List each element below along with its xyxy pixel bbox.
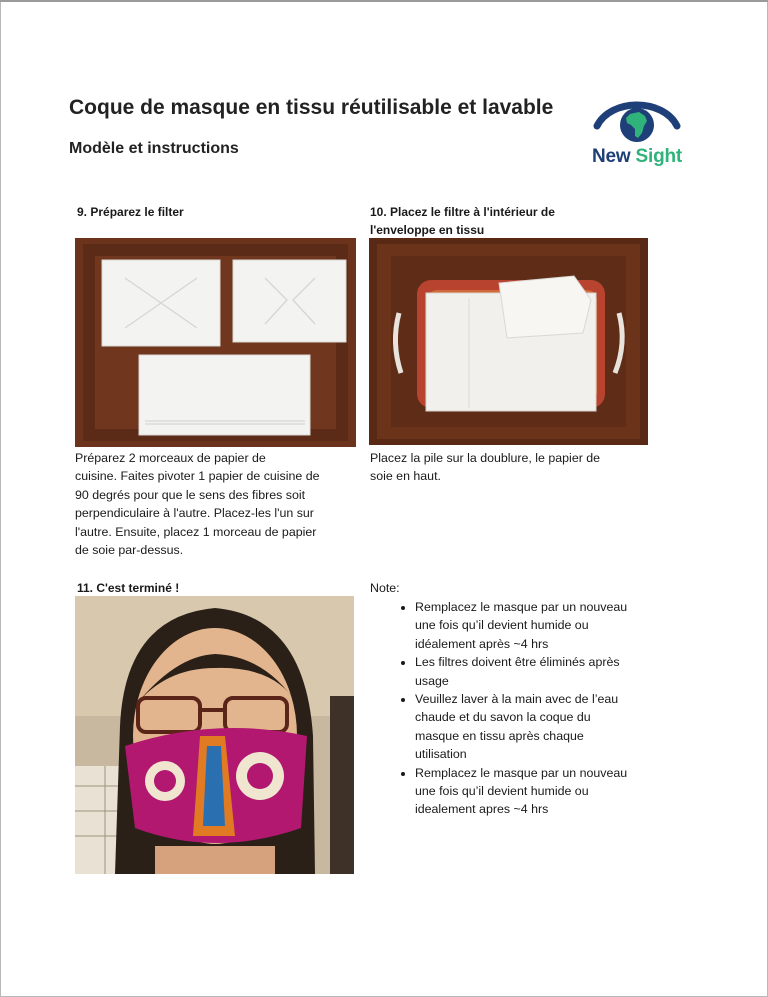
top-border: [0, 0, 768, 2]
step-11-heading: 11. C'est terminé !: [77, 581, 180, 595]
step-9-line: de soie par-dessus.: [75, 543, 184, 558]
notes-list: [388, 598, 685, 819]
note-line: idealement apres ~4 hrs: [415, 802, 549, 817]
note-line: • Veuillez laver à la main avec de l’eau: [415, 692, 619, 707]
document-title: Coque de masque en tissu réutilisable et lavable: [69, 96, 554, 119]
step-10-line: soie en haut.: [370, 469, 441, 484]
note-line: • Remplacez le masque par un nouveau: [415, 765, 628, 780]
note-line: usage: [415, 673, 449, 688]
logo-word-new: New: [591, 146, 631, 167]
step-9-heading: 9. Préparez le filter: [77, 205, 184, 219]
logo-word-sight: Sight: [635, 146, 683, 167]
note-line: idéalement après ~4 hrs: [415, 636, 549, 651]
step-10-heading-line: l'enveloppe en tissu: [370, 223, 485, 237]
step-9-line: Préparez 2 morceaux de papier de: [75, 451, 266, 465]
step-9-line: perpendiculaire à l'autre. Placez-les l'un sur: [75, 506, 314, 521]
step-10-photo-filter-in-shell: [369, 238, 648, 445]
step-11-photo-wearing-mask: [75, 596, 354, 874]
step-10-line: Placez la pile sur la doublure, le papier de: [370, 451, 601, 465]
notes-label: Note:: [370, 581, 400, 595]
note-item: [415, 690, 685, 764]
step-9-line: l'autre. Ensuite, placez 1 morceau de papier: [75, 524, 317, 539]
step-10-heading: [370, 203, 555, 239]
step-10-heading-line: 10. Placez le filtre à l'intérieur de: [370, 205, 555, 219]
note-line: • Les filtres doivent être éliminés après: [415, 655, 620, 670]
logo-wordmark: [585, 146, 689, 168]
eye-africa-icon: [585, 92, 689, 148]
note-line: utilisation: [415, 747, 467, 762]
step-10-description: [370, 449, 655, 486]
step-9-description: [75, 449, 360, 559]
new-sight-logo: [585, 92, 689, 172]
note-line: une fois qu’il devient humide ou: [415, 784, 589, 799]
note-line: masque en tissu après chaque: [415, 728, 584, 743]
note-item: [415, 598, 685, 653]
step-9-line: 90 degrés pour que le sens des fibres soit: [75, 487, 306, 502]
step-9-line: cuisine. Faites pivoter 1 papier de cuisine de: [75, 469, 320, 484]
note-item: [415, 653, 685, 690]
note-item: [415, 764, 685, 819]
document-subtitle: Modèle et instructions: [69, 140, 239, 157]
note-line: chaude et du savon la coque du: [415, 710, 591, 725]
note-line: une fois qu’il devient humide ou: [415, 618, 589, 633]
note-line: • Remplacez le masque par un nouveau: [415, 600, 628, 614]
step-9-photo-paper-towels: [75, 238, 356, 447]
